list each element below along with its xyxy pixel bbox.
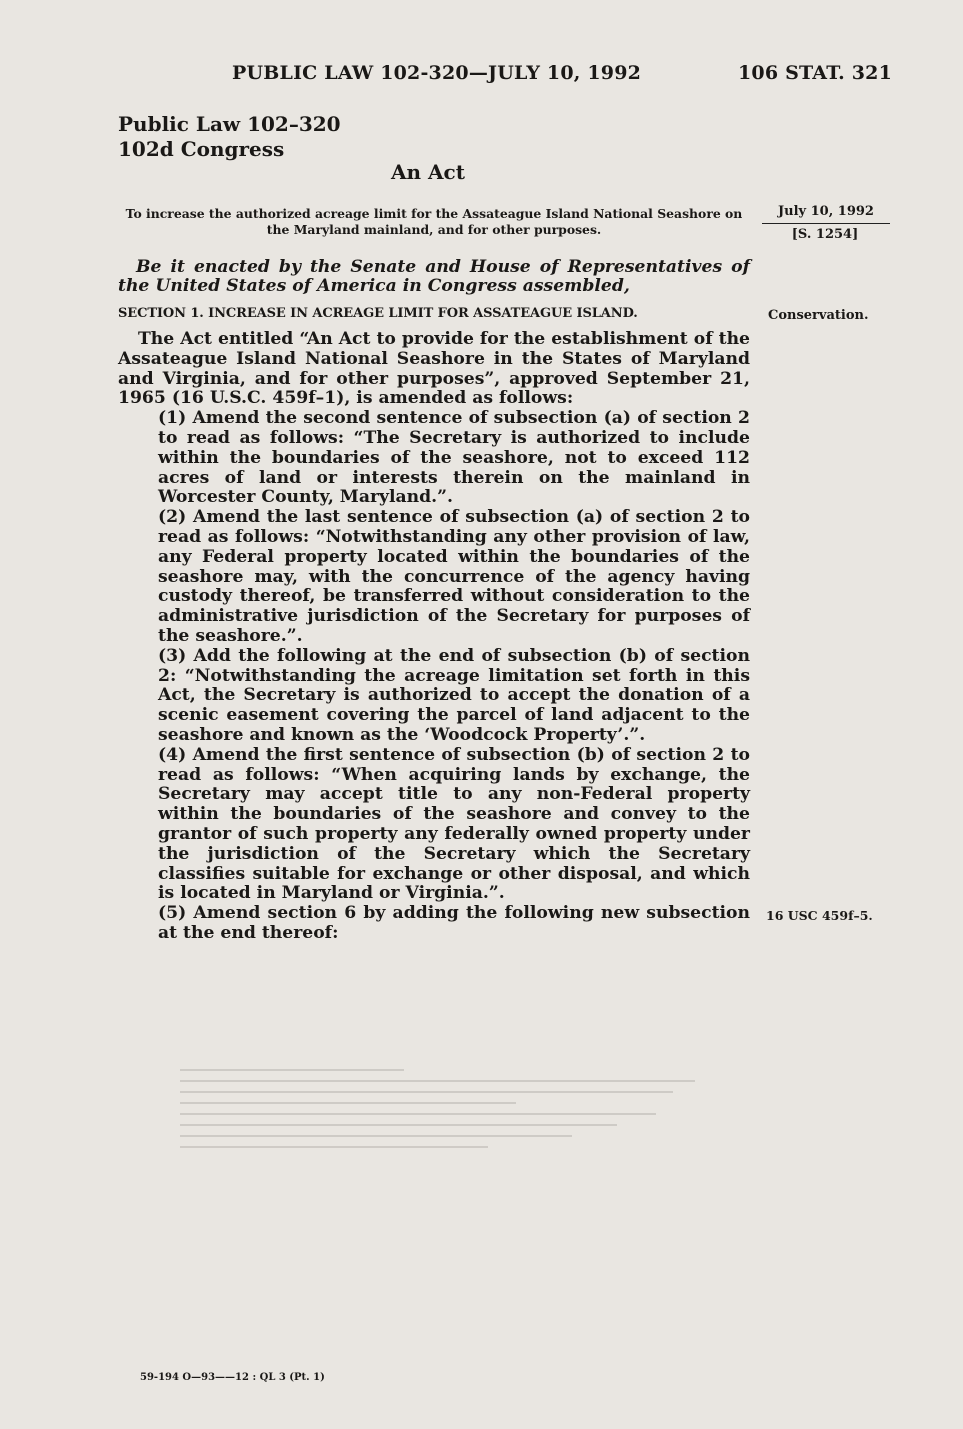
congress-number: 102d Congress <box>118 137 285 161</box>
running-head <box>232 62 892 84</box>
amendment-item-5: (5) Amend section 6 by adding the following new subsection at the end thereof: <box>158 903 750 943</box>
enactment-date: July 10, 1992 <box>762 204 890 224</box>
running-head-title: PUBLIC LAW 102-320—JULY 10, 1992 <box>232 62 642 84</box>
stat-page-number: 106 STAT. 321 <box>738 62 892 84</box>
date-sidenote <box>748 204 894 243</box>
show-through-text <box>180 1060 740 1220</box>
usc-sidenote: 16 USC 459f–5. <box>766 908 873 923</box>
amendment-item-3: (3) Add the following at the end of subsection (b) of section 2: “Notwithstanding the acreage limitation set forth in this Act, the Secretary is authorized to accept the donation of a scenic easement covering the parcel of land adjacent to the seashore and known as the ‘Woodcock Property’.”. <box>158 645 750 745</box>
public-law-heading <box>118 112 341 162</box>
amendment-item-1: (1) Amend the second sentence of subsection (a) of section 2 to read as follows: “The Secretary is authorized to include within the boundaries of the seashore, not to exceed 112 acres of land or interests therein on the mainland in Worcester County, Maryland.”. <box>158 408 750 508</box>
section-heading: SECTION 1. INCREASE IN ACREAGE LIMIT FOR ASSATEAGUE ISLAND. <box>118 306 638 321</box>
senate-bill-number: [S. 1254] <box>791 227 859 242</box>
intro-paragraph: The Act entitled “An Act to provide for the establishment of the Assateague Island National Seashore in the States of Maryland and Virginia, and for other purposes”, approved September 21, 1965 (16 U.S.C. 459f–1), is amended as follows: <box>118 329 750 409</box>
conservation-sidenote: Conservation. <box>768 308 869 323</box>
section-body <box>118 330 750 944</box>
act-title: An Act <box>391 160 465 184</box>
enacting-clause: Be it enacted by the Senate and House of Representatives of the United States of America in Congress assembled, <box>118 257 750 296</box>
public-law-number: Public Law 102–320 <box>118 112 341 136</box>
purpose-statement: To increase the authorized acreage limit for the Assateague Island National Seashore on the Maryland mainland, and for other purposes. <box>125 206 743 237</box>
amendment-item-4: (4) Amend the first sentence of subsection (b) of section 2 to read as follows: “When acquiring lands by exchange, the Secretary may accept title to any non-Federal property within the boundaries of the seashore and convey to the grantor of such property any federally owned property under the jurisdiction of the Secretary which the Secretary classifies suitable for exchange or other disposal, and which is located in Maryland or Virginia.”. <box>158 744 750 904</box>
amendment-item-2: (2) Amend the last sentence of subsection (a) of section 2 to read as follows: “Notwithstanding any other provision of law, any Federal property located within the boundaries of the seashore may, with the concurrence of the agency having custody thereof, be transferred without consideration to the administrative jurisdiction of the Secretary for purposes of the seashore.”. <box>158 507 750 646</box>
print-footer: 59-194 O—93——12 : QL 3 (Pt. 1) <box>140 1372 325 1383</box>
